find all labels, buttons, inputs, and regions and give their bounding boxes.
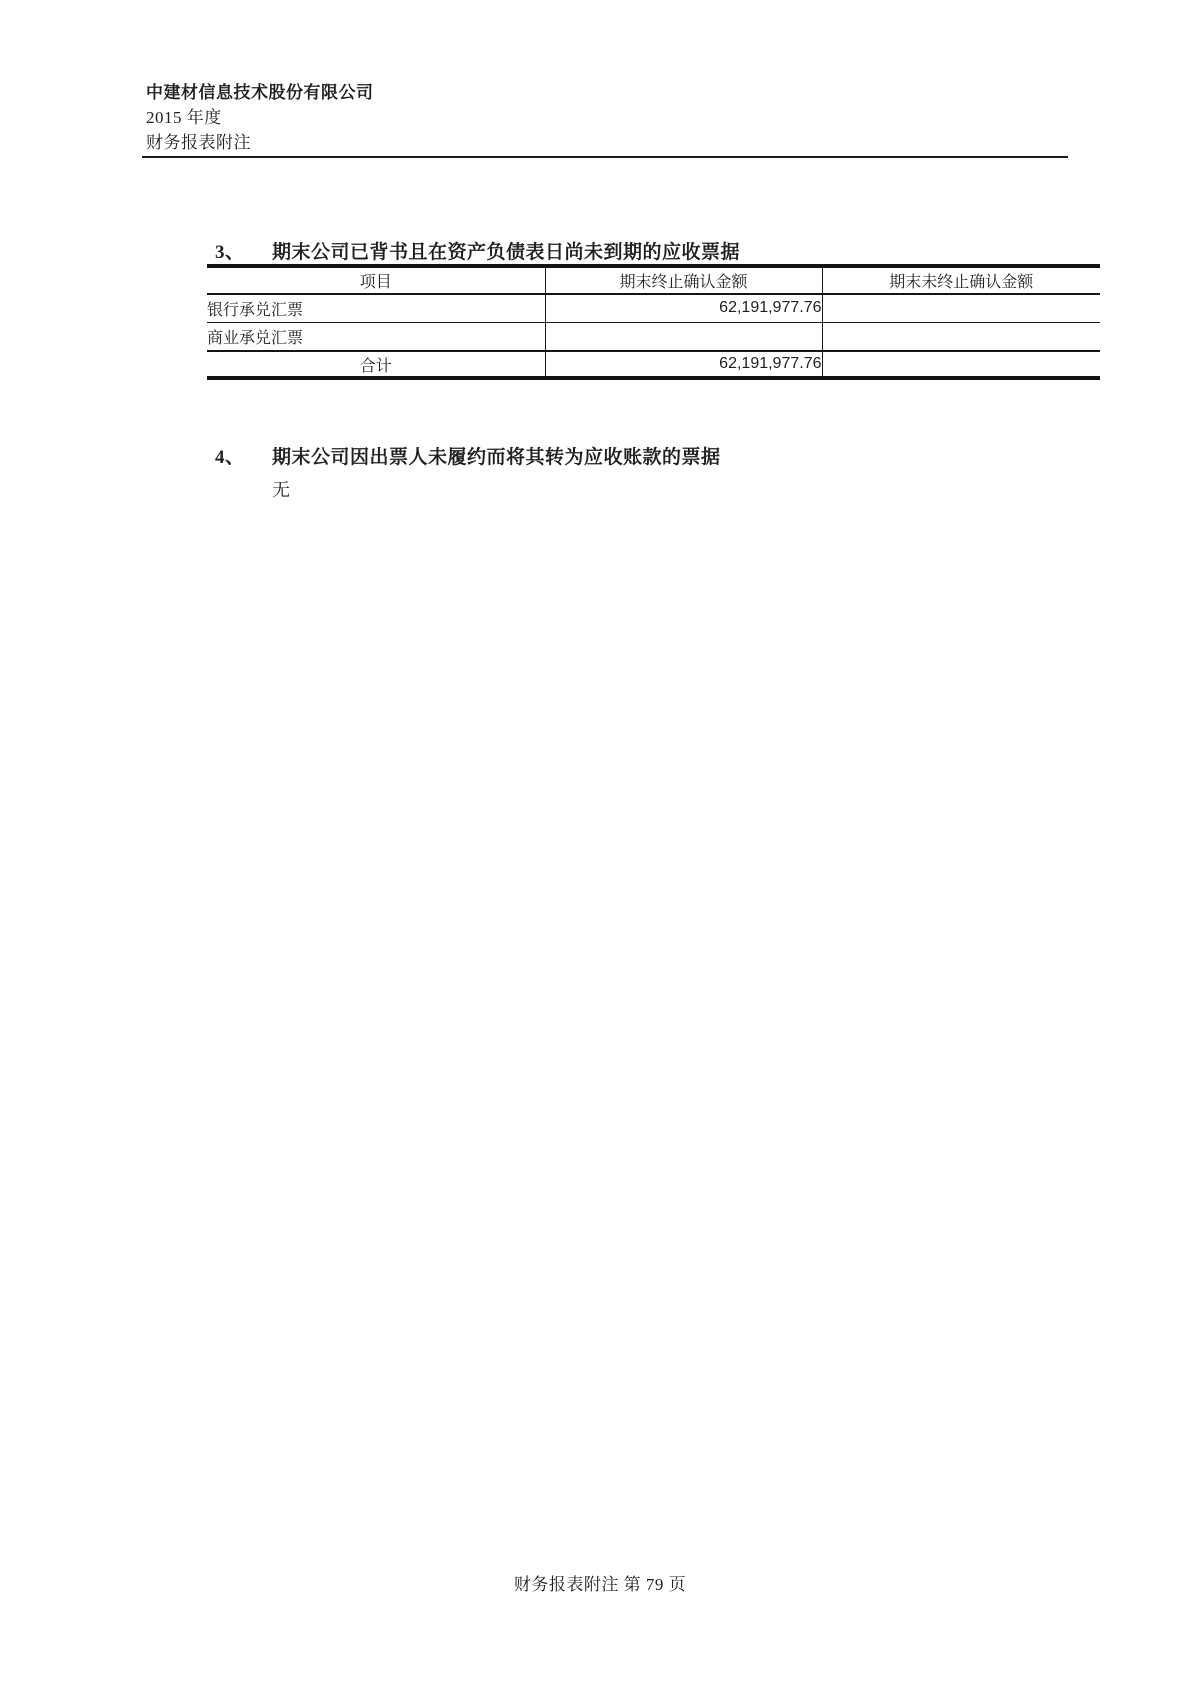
table-row-bank-acceptance-bill bbox=[207, 294, 1100, 322]
table-row-total bbox=[207, 351, 1100, 378]
row-not-derecognized-amount bbox=[822, 322, 1100, 351]
section-3-title: 期末公司已背书且在资产负债表日尚未到期的应收票据 bbox=[272, 242, 741, 263]
table-header-row bbox=[207, 266, 1100, 294]
total-label: 合计 bbox=[359, 357, 392, 375]
column-header-derecognized-amount: 期末终止确认金额 bbox=[545, 266, 822, 294]
section-4-title: 期末公司因出票人未履约而将其转为应收账款的票据 bbox=[272, 447, 721, 468]
section-3-heading bbox=[215, 237, 740, 264]
column-header-not-derecognized-amount: 期末未终止确认金额 bbox=[822, 266, 1100, 294]
section-3-number: 3、 bbox=[215, 242, 245, 263]
report-year: 2015 年度 bbox=[146, 108, 222, 127]
total-not-derecognized-amount bbox=[822, 351, 1100, 378]
page-footer: 财务报表附注 第 79 页 bbox=[513, 1575, 687, 1594]
column-header-item: 项目 bbox=[359, 274, 392, 291]
total-derecognized-amount: 62,191,977.76 bbox=[545, 351, 822, 378]
header-divider-rule bbox=[142, 156, 1068, 158]
row-derecognized-amount: 62,191,977.76 bbox=[545, 294, 822, 322]
table-row-commercial-acceptance-bill bbox=[207, 322, 1100, 351]
section-4-heading bbox=[215, 442, 721, 469]
company-name: 中建材信息技术股份有限公司 bbox=[146, 83, 374, 102]
doc-title: 财务报表附注 bbox=[146, 133, 251, 152]
section-4-number: 4、 bbox=[215, 447, 245, 468]
document-header bbox=[146, 80, 374, 155]
section-4-body-none: 无 bbox=[272, 480, 290, 500]
row-not-derecognized-amount bbox=[822, 294, 1100, 322]
endorsed-notes-table bbox=[207, 264, 1100, 380]
row-item-label: 商业承兑汇票 bbox=[207, 329, 304, 347]
row-derecognized-amount bbox=[545, 322, 822, 351]
row-item-label: 银行承兑汇票 bbox=[207, 301, 304, 319]
